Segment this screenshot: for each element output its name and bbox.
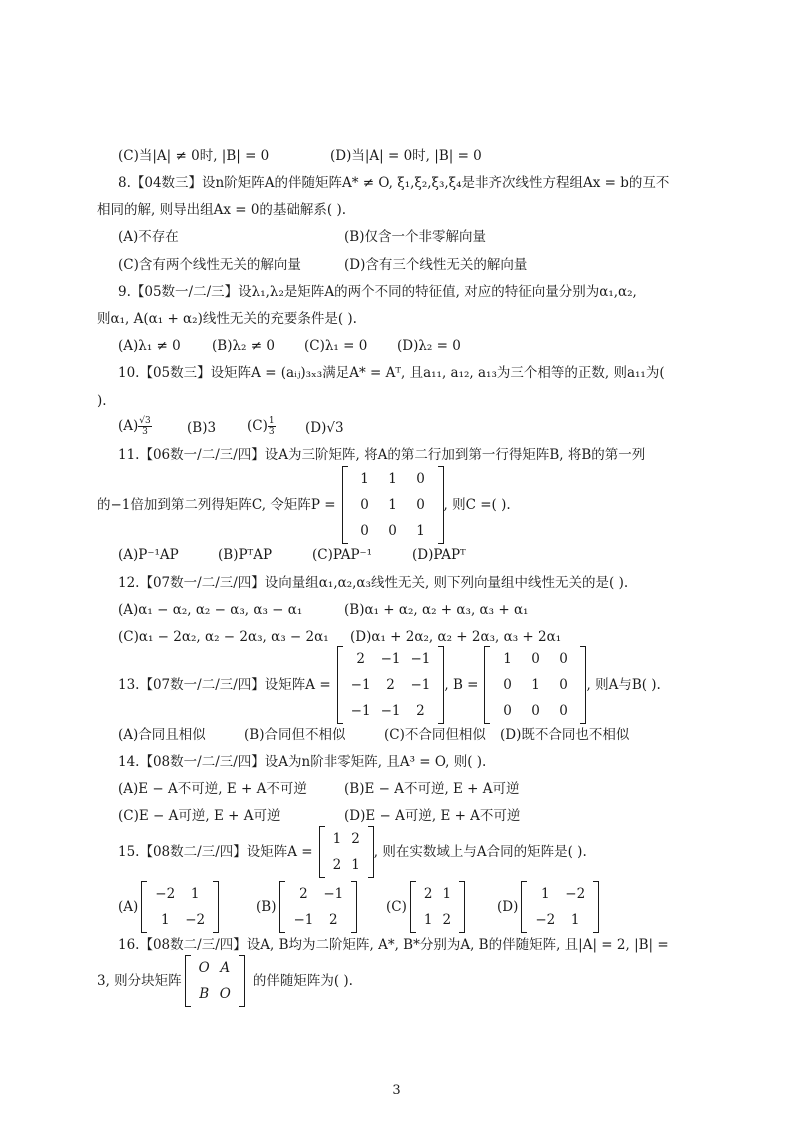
q8-stem-line2: 相同的解, 则导出组Ax = 0的基础解系( ). bbox=[97, 202, 347, 218]
matrix-cell: −1 bbox=[323, 886, 344, 902]
q10-option-a-label: (A) bbox=[118, 418, 139, 434]
matrix-cell: 2 bbox=[329, 912, 338, 928]
q9-option-c: (C)λ₁ = 0 bbox=[304, 338, 368, 354]
matrix-cell: 0 bbox=[559, 703, 568, 719]
matrix-cell: −2 bbox=[155, 886, 176, 902]
q7-option-c: (C)当|A| ≠ 0时, |B| = 0 bbox=[118, 148, 270, 164]
matrix-cell: −2 bbox=[535, 912, 556, 928]
matrix-row bbox=[530, 881, 590, 907]
q15-option-c-matrix bbox=[410, 881, 465, 933]
matrix-cell: 2 bbox=[356, 651, 365, 667]
matrix-row bbox=[346, 698, 436, 724]
matrix-cell: 0 bbox=[559, 651, 568, 667]
q15-option-a-label: (A) bbox=[118, 899, 139, 915]
matrix-cell: −1 bbox=[380, 651, 401, 667]
q11-option-d: (D)PAPᵀ bbox=[412, 547, 466, 563]
q15-option-d-label: (D) bbox=[497, 899, 519, 915]
matrix-a bbox=[319, 826, 374, 878]
block-matrix bbox=[185, 955, 245, 1007]
q12-option-a: (A)α₁ − α₂, α₂ − α₃, α₃ − α₁ bbox=[118, 602, 303, 618]
matrix-row bbox=[194, 955, 236, 981]
matrix-row bbox=[351, 466, 435, 492]
matrix-cell: 1 bbox=[360, 471, 369, 487]
matrix-row bbox=[493, 646, 577, 672]
matrix-table bbox=[150, 881, 210, 933]
matrix-cell: 0 bbox=[360, 497, 369, 513]
q10-option-b: (B)3 bbox=[187, 420, 217, 436]
q13-option-d: (D)既不合同也不相似 bbox=[500, 727, 630, 743]
matrix-cell: 1 bbox=[190, 886, 200, 902]
matrix-row bbox=[288, 907, 348, 933]
q11-option-c: (C)PAP⁻¹ bbox=[312, 547, 373, 563]
q11-stem-line2 bbox=[97, 466, 511, 544]
matrix-row bbox=[328, 852, 365, 878]
matrix-cell: O bbox=[198, 960, 210, 976]
matrix-cell: 2 bbox=[416, 703, 425, 719]
matrix-cell: 0 bbox=[559, 677, 568, 693]
matrix-row bbox=[530, 907, 590, 933]
matrix-cell: 1 bbox=[503, 651, 512, 667]
q15-stem-pre: 15.【08数二/三/四】设矩阵A = bbox=[118, 844, 313, 860]
matrix-cell: 1 bbox=[541, 886, 550, 902]
matrix-cell: 2 bbox=[442, 912, 452, 928]
matrix-cell: −2 bbox=[185, 912, 206, 928]
matrix-cell: 1 bbox=[531, 677, 540, 693]
q8-option-c: (C)含有两个线性无关的解向量 bbox=[118, 257, 301, 273]
matrix-cell: 0 bbox=[531, 703, 540, 719]
matrix-cell: O bbox=[219, 986, 231, 1002]
q16-stem-line2 bbox=[97, 955, 353, 1007]
matrix-p-table bbox=[351, 466, 435, 544]
q10-option-a bbox=[118, 416, 152, 437]
q15-option-c bbox=[386, 881, 465, 933]
matrix-cell: 1 bbox=[388, 497, 397, 513]
matrix-row bbox=[288, 881, 348, 907]
fraction-numerator: √3 bbox=[139, 416, 151, 426]
matrix-a-table bbox=[328, 826, 365, 878]
matrix-table bbox=[530, 881, 590, 933]
q10-option-a-fraction bbox=[138, 416, 151, 437]
matrix-cell: −1 bbox=[350, 677, 371, 693]
q15-option-b-label: (B) bbox=[256, 899, 277, 915]
matrix-row bbox=[493, 672, 577, 698]
q11-stem-post: , 则C =( ). bbox=[443, 497, 511, 513]
matrix-row bbox=[150, 881, 210, 907]
q12-option-c: (C)α₁ − 2α₂, α₂ − 2α₃, α₃ − 2α₁ bbox=[118, 629, 329, 645]
matrix-p bbox=[342, 466, 444, 544]
matrix-cell: 2 bbox=[351, 831, 360, 847]
q12-option-d: (D)α₁ + 2α₂, α₂ + 2α₃, α₃ + 2α₁ bbox=[350, 629, 562, 645]
matrix-row bbox=[194, 981, 236, 1007]
matrix-row bbox=[419, 907, 456, 933]
matrix-table bbox=[288, 881, 348, 933]
matrix-row bbox=[419, 881, 456, 907]
q11-option-b: (B)PᵀAP bbox=[218, 547, 273, 563]
matrix-cell: 1 bbox=[416, 523, 425, 539]
matrix-a bbox=[337, 646, 445, 724]
matrix-cell: 0 bbox=[503, 703, 512, 719]
matrix-row bbox=[150, 907, 210, 933]
q15-option-b-matrix bbox=[279, 881, 357, 933]
q10-option-c bbox=[247, 416, 276, 437]
matrix-cell: 0 bbox=[503, 677, 512, 693]
q16-stem-pre: 3, 则分块矩阵 bbox=[97, 973, 182, 989]
q7-option-d: (D)当|A| = 0时, |B| = 0 bbox=[330, 148, 482, 164]
matrix-row bbox=[351, 518, 435, 544]
q11-stem-line1: 11.【06数一/二/三/四】设A为三阶矩阵, 将A的第二行加到第一行得矩阵B, 将B的第一列 bbox=[118, 447, 646, 463]
matrix-row bbox=[346, 672, 436, 698]
fraction-denominator: 3 bbox=[142, 427, 148, 437]
q11-stem-pre: 的−1倍加到第二列得矩阵C, 令矩阵P = bbox=[97, 497, 336, 513]
q13-stem bbox=[118, 646, 661, 724]
q12-stem: 12.【07数一/二/三/四】设向量组α₁,α₂,α₃线性无关, 则下列向量组中线性无关的是( ). bbox=[118, 575, 629, 591]
q8-stem-line1: 8.【04数三】设n阶矩阵A的伴随矩阵A* ≠ O, ξ₁,ξ₂,ξ₃,ξ₄是非齐次线性方程组Ax = b的互不 bbox=[118, 175, 670, 191]
q14-option-d: (D)E − A可逆, E + A不可逆 bbox=[344, 808, 521, 824]
matrix-cell: 0 bbox=[416, 497, 425, 513]
q14-option-b: (B)E − A不可逆, E + A可逆 bbox=[344, 781, 520, 797]
q15-option-d bbox=[497, 881, 599, 933]
matrix-b bbox=[484, 646, 586, 724]
q11-option-a: (A)P⁻¹AP bbox=[118, 547, 179, 563]
q14-stem: 14.【08数一/二/三/四】设A为n阶非零矩阵, 且A³ = O, 则( ). bbox=[118, 754, 487, 770]
fraction-denominator: 3 bbox=[268, 427, 275, 437]
matrix-cell: 1 bbox=[570, 912, 580, 928]
matrix-cell: −1 bbox=[350, 703, 371, 719]
q9-option-d: (D)λ₂ = 0 bbox=[397, 338, 461, 354]
q8-option-a: (A)不存在 bbox=[118, 229, 179, 245]
q13-option-c: (C)不合同但相似 bbox=[384, 727, 486, 743]
q13-option-b: (B)合同但不相似 bbox=[244, 727, 346, 743]
q9-stem-line1: 9.【05数一/二/三】设λ₁,λ₂是矩阵A的两个不同的特征值, 对应的特征向量分别为α₁,α₂, bbox=[118, 284, 637, 300]
matrix-cell: 0 bbox=[531, 651, 540, 667]
matrix-cell: 0 bbox=[388, 523, 397, 539]
q14-option-a: (A)E − A不可逆, E + A不可逆 bbox=[118, 781, 307, 797]
q9-option-a: (A)λ₁ ≠ 0 bbox=[118, 338, 181, 354]
q15-option-b bbox=[256, 881, 357, 933]
q16-stem-post: 的伴随矩阵为( ). bbox=[252, 973, 353, 989]
matrix-table bbox=[419, 881, 456, 933]
q10-stem-line2: ). bbox=[97, 393, 107, 409]
matrix-cell: A bbox=[220, 960, 231, 976]
matrix-row bbox=[493, 698, 577, 724]
matrix-cell: 0 bbox=[416, 471, 425, 487]
matrix-cell: −1 bbox=[293, 912, 314, 928]
q13-stem-pre: 13.【07数一/二/三/四】设矩阵A = bbox=[118, 677, 331, 693]
q10-option-c-fraction bbox=[268, 416, 276, 437]
matrix-cell: −1 bbox=[410, 651, 431, 667]
matrix-cell: −1 bbox=[380, 703, 401, 719]
q9-option-b: (B)λ₂ ≠ 0 bbox=[212, 338, 275, 354]
q10-option-c-label: (C) bbox=[247, 418, 268, 434]
q9-stem-line2: 则α₁, A(α₁ + α₂)线性无关的充要条件是( ). bbox=[97, 311, 357, 327]
matrix-b-table bbox=[493, 646, 577, 724]
matrix-a-table bbox=[346, 646, 436, 724]
matrix-row bbox=[346, 646, 436, 672]
q10-option-d: (D)√3 bbox=[305, 420, 344, 436]
matrix-cell: −2 bbox=[565, 886, 586, 902]
fraction-numerator: 1 bbox=[268, 416, 275, 426]
matrix-cell: −1 bbox=[410, 677, 431, 693]
q15-option-a-matrix bbox=[141, 881, 219, 933]
q12-option-b: (B)α₁ + α₂, α₂ + α₃, α₃ + α₁ bbox=[344, 602, 529, 618]
q13-option-a: (A)合同且相似 bbox=[118, 727, 206, 743]
matrix-cell: B bbox=[199, 986, 210, 1002]
matrix-cell: 2 bbox=[423, 886, 433, 902]
q15-option-a bbox=[118, 881, 219, 933]
q15-option-d-matrix bbox=[521, 881, 599, 933]
q8-option-b: (B)仅含一个非零解向量 bbox=[344, 229, 486, 245]
matrix-cell: 1 bbox=[351, 857, 360, 873]
matrix-cell: 2 bbox=[386, 677, 395, 693]
matrix-row bbox=[328, 826, 365, 852]
q15-stem bbox=[118, 826, 587, 878]
q8-option-d: (D)含有三个线性无关的解向量 bbox=[344, 257, 528, 273]
q10-stem-line1: 10.【05数三】设矩阵A = (aᵢⱼ)₃ₓ₃满足A* = Aᵀ, 且a₁₁, a₁₂, a₁₃为三个相等的正数, 则a₁₁为( bbox=[118, 365, 665, 381]
matrix-row bbox=[351, 492, 435, 518]
matrix-cell: 1 bbox=[388, 471, 397, 487]
matrix-cell: 1 bbox=[332, 831, 342, 847]
matrix-cell: 1 bbox=[442, 886, 452, 902]
matrix-cell: 1 bbox=[423, 912, 433, 928]
matrix-cell: 2 bbox=[299, 886, 308, 902]
page-number: 3 bbox=[392, 1083, 401, 1098]
q13-stem-post: , 则A与B( ). bbox=[586, 677, 661, 693]
q15-stem-post: , 则在实数域上与A合同的矩阵是( ). bbox=[373, 844, 587, 860]
matrix-cell: 0 bbox=[360, 523, 369, 539]
q14-option-c: (C)E − A可逆, E + A可逆 bbox=[118, 808, 281, 824]
q15-option-c-label: (C) bbox=[386, 899, 407, 915]
q13-stem-mid: , B = bbox=[444, 677, 479, 693]
matrix-cell: 1 bbox=[160, 912, 170, 928]
matrix-cell: 2 bbox=[332, 857, 342, 873]
q16-stem-line1: 16.【08数二/三/四】设A, B均为二阶矩阵, A*, B*分别为A, B的伴随矩阵, 且|A| = 2, |B| = bbox=[118, 937, 669, 953]
block-matrix-table bbox=[194, 955, 236, 1007]
